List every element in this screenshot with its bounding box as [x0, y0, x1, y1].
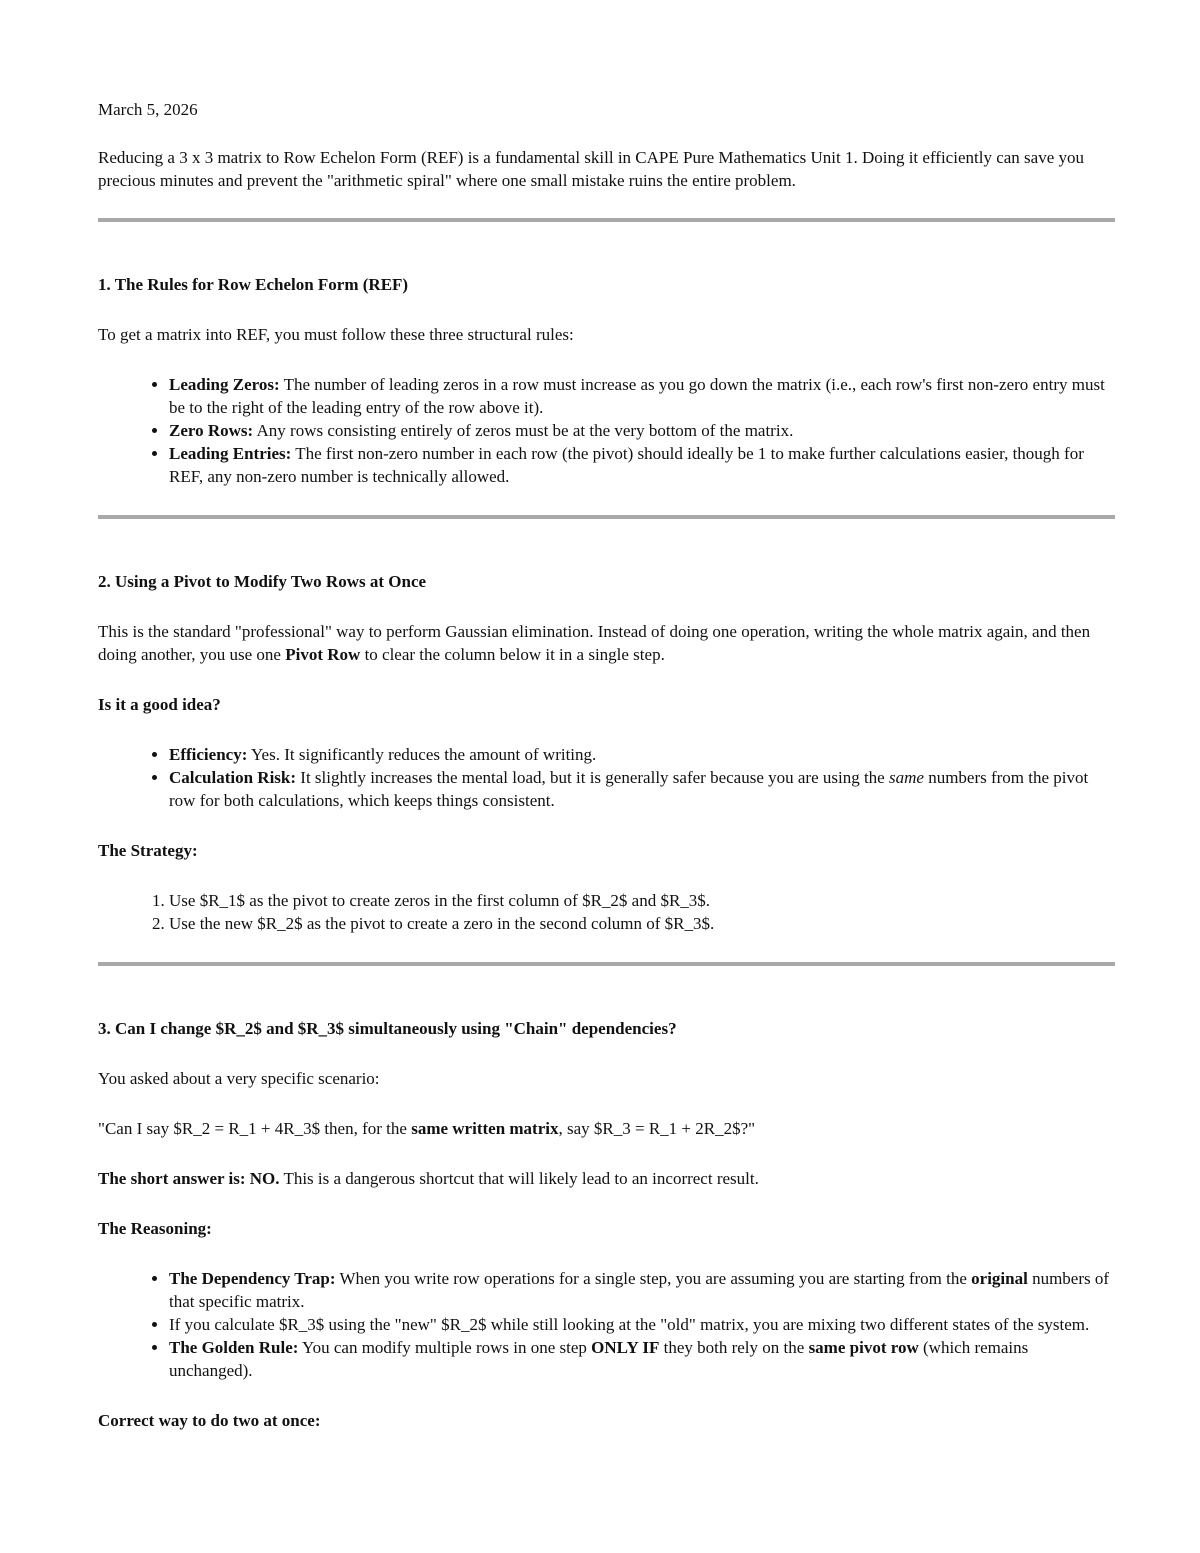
item-text: When you write row operations for a single step, you are assuming you are starting from the: [335, 1269, 972, 1288]
reasoning-heading: The Reasoning:: [98, 1219, 212, 1238]
section-2-paragraph: [98, 620, 1115, 666]
item-text: It slightly increases the mental load, but it is generally safer because you are using the: [296, 768, 889, 787]
quote-emphasis: same written matrix: [411, 1119, 559, 1138]
list-item: [169, 1267, 1115, 1313]
item-label: Leading Zeros:: [169, 375, 280, 394]
short-answer-text: This is a dangerous shortcut that will likely lead to an incorrect result.: [279, 1169, 759, 1188]
quote-text: , say $R_3 = R_1 + 2R_2$?": [558, 1119, 756, 1138]
item-emphasis: same: [888, 768, 924, 787]
section-3-lead: You asked about a very specific scenario:: [98, 1069, 380, 1088]
section-2-title: 2. Using a Pivot to Modify Two Rows at Once: [98, 572, 427, 591]
item-text: numbers of that specific matrix.: [169, 1269, 1110, 1311]
intro-paragraph: Reducing a 3 x 3 matrix to Row Echelon Form (REF) is a fundamental skill in CAPE Pure Mathematics Unit 1. Doing it efficiently can save you precious minutes and prevent the "arithmetic spiral" where one small mistake ruins the entire problem.: [98, 148, 1084, 190]
list-item: 1. Use $R_1$ as the pivot to create zeros in the first column of $R_2$ and $R_3$.: [169, 889, 1115, 912]
item-emphasis: ONLY IF: [591, 1338, 660, 1357]
paragraph-text: This is the standard "professional" way to perform Gaussian elimination. Instead of doing one operation, writing the whole matrix again, and then doing another, you use one: [98, 622, 1091, 664]
item-label: The Golden Rule:: [169, 1338, 299, 1357]
item-text: they both rely on the: [659, 1338, 809, 1357]
correct-way-heading: Correct way to do two at once:: [98, 1411, 321, 1430]
list-item: • If you calculate $R_3$ using the "new" $R_2$ while still looking at the "old" matrix, you are mixing two different states of the system.: [169, 1313, 1115, 1336]
list-item: [169, 766, 1115, 812]
item-emphasis: same pivot row: [808, 1338, 919, 1357]
list-item: [169, 743, 1115, 766]
section-divider: [98, 515, 1115, 519]
section-divider: [98, 962, 1115, 966]
scenario-quote: [98, 1117, 1115, 1140]
list-item: [169, 373, 1115, 419]
section-divider: [98, 218, 1115, 222]
rules-list: [98, 373, 1115, 488]
item-label: Leading Entries:: [169, 444, 292, 463]
section-1-lead: To get a matrix into REF, you must follow these three structural rules:: [98, 325, 574, 344]
section-3-title: 3. Can I change $R_2$ and $R_3$ simultaneously using "Chain" dependencies?: [98, 1019, 677, 1038]
short-answer: [98, 1167, 1115, 1190]
item-label: Efficiency:: [169, 745, 248, 764]
item-text: You can modify multiple rows in one step: [298, 1338, 592, 1357]
item-text: The number of leading zeros in a row must increase as you go down the matrix (i.e., each row's first non-zero entry must be to the right of the leading entry of the row above it).: [169, 375, 1105, 417]
item-text: (which remains unchanged).: [169, 1338, 1029, 1380]
item-label: Zero Rows:: [169, 421, 254, 440]
item-label: Calculation Risk:: [169, 768, 297, 787]
strategy-steps: [98, 889, 1115, 935]
quote-text: "Can I say $R_2 = R_1 + 4R_3$ then, for the: [98, 1119, 412, 1138]
item-text: Yes. It significantly reduces the amount of writing.: [247, 745, 597, 764]
strategy-heading: The Strategy:: [98, 841, 198, 860]
idea-list: [98, 743, 1115, 812]
list-item: [169, 1336, 1115, 1382]
document-date: March 5, 2026: [98, 100, 198, 119]
list-item: [169, 442, 1115, 488]
paragraph-text: to clear the column below it in a single step.: [360, 645, 665, 664]
section-2-question: Is it a good idea?: [98, 695, 221, 714]
item-text: The first non-zero number in each row (the pivot) should ideally be 1 to make further calculations easier, though for REF, any non-zero number is technically allowed.: [169, 444, 1084, 486]
item-label: The Dependency Trap:: [169, 1269, 336, 1288]
item-emphasis: original: [971, 1269, 1028, 1288]
item-text: numbers from the pivot row for both calculations, which keeps things consistent.: [169, 768, 1089, 810]
list-item: 2. Use the new $R_2$ as the pivot to create a zero in the second column of $R_3$.: [169, 912, 1115, 935]
section-1-title: 1. The Rules for Row Echelon Form (REF): [98, 275, 409, 294]
reasoning-list: [98, 1267, 1115, 1382]
item-text: Any rows consisting entirely of zeros must be at the very bottom of the matrix.: [253, 421, 794, 440]
short-answer-label: The short answer is: NO.: [98, 1169, 280, 1188]
list-item: [169, 419, 1115, 442]
pivot-row-term: Pivot Row: [285, 645, 361, 664]
